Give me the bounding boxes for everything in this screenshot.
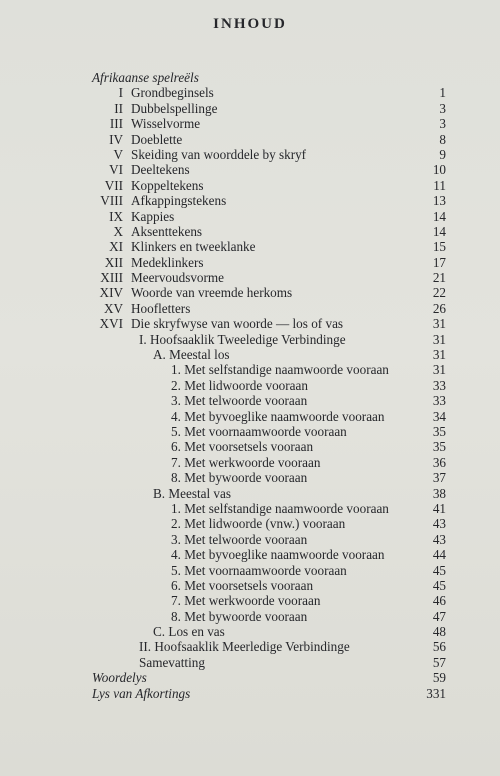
chapter-number: IV <box>109 131 123 147</box>
toc-entry <box>0 193 500 208</box>
toc-entry <box>0 224 500 239</box>
entry-title: Deeltekens <box>131 162 190 178</box>
toc-entry <box>0 316 500 331</box>
toc-entry <box>0 85 500 100</box>
page-number: 43 <box>432 531 446 547</box>
entry-title: 5. Met voornaamwoorde vooraan <box>171 423 347 439</box>
entry-title: II. Hoofsaaklik Meerledige Verbindinge <box>139 639 350 655</box>
page-number: 34 <box>432 408 446 424</box>
toc-entry <box>0 239 500 254</box>
page-number: 56 <box>432 639 446 655</box>
toc-entry <box>0 147 500 162</box>
page-number: 47 <box>432 608 446 624</box>
entry-title: A. Meestal los <box>153 347 230 363</box>
page-number: 43 <box>432 516 446 532</box>
entry-title: 3. Met telwoorde vooraan <box>171 393 308 409</box>
chapter-number: VI <box>109 162 123 178</box>
chapter-number: VIII <box>100 193 123 209</box>
toc-entry <box>0 285 500 300</box>
toc-entry <box>0 301 500 316</box>
entry-title: B. Meestal vas <box>153 485 232 501</box>
entry-title: 2. Met lidwoorde vooraan <box>171 377 308 393</box>
page-number: 31 <box>432 331 446 347</box>
toc-entry <box>0 624 500 639</box>
toc-entry <box>0 547 500 562</box>
entry-title: Samevatting <box>139 654 205 670</box>
page-title: INHOUD <box>213 16 287 32</box>
page-number: 35 <box>432 423 446 439</box>
table-of-contents <box>0 70 500 701</box>
entry-title: Woorde van vreemde herkoms <box>131 285 293 301</box>
entry-title: Grondbeginsels <box>131 85 214 101</box>
entry-title: Hoofletters <box>131 300 191 316</box>
chapter-number: XII <box>104 254 123 270</box>
toc-entry <box>0 486 500 501</box>
toc-entry <box>0 593 500 608</box>
page-number: 48 <box>432 624 446 640</box>
page-number: 11 <box>433 177 446 193</box>
toc-entry <box>0 347 500 362</box>
page-number: 13 <box>432 193 446 209</box>
toc-entry <box>0 686 500 701</box>
page-number: 57 <box>432 654 446 670</box>
chapter-number: XIV <box>99 285 123 301</box>
entry-title: Skeiding van woorddele by skryf <box>131 146 307 162</box>
toc-entry <box>0 70 500 85</box>
toc-entry <box>0 209 500 224</box>
page-number: 22 <box>432 285 446 301</box>
page-number: 1 <box>439 85 446 101</box>
page-number: 331 <box>426 685 446 701</box>
chapter-number: II <box>114 100 123 116</box>
entry-title: 8. Met bywoorde vooraan <box>171 470 308 486</box>
toc-entry <box>0 362 500 377</box>
chapter-number: VII <box>104 177 123 193</box>
toc-entry <box>0 332 500 347</box>
page-number: 37 <box>432 470 446 486</box>
page-number: 31 <box>432 316 446 332</box>
entry-title: Medeklinkers <box>131 254 204 270</box>
page-number: 3 <box>439 116 446 132</box>
entry-title: 8. Met bywoorde vooraan <box>171 608 308 624</box>
toc-entry <box>0 655 500 670</box>
page-number: 35 <box>432 439 446 455</box>
entry-title: Lys van Afkortings <box>92 685 191 701</box>
toc-entry <box>0 455 500 470</box>
toc-entry <box>0 501 500 516</box>
toc-entry <box>0 516 500 531</box>
entry-title: Wisselvorme <box>131 116 201 132</box>
page-number: 45 <box>432 577 446 593</box>
chapter-number: V <box>113 146 123 162</box>
toc-entry <box>0 101 500 116</box>
chapter-number: IX <box>109 208 123 224</box>
entry-title: 7. Met werkwoorde vooraan <box>171 593 321 609</box>
toc-entry <box>0 578 500 593</box>
page-number: 38 <box>432 485 446 501</box>
toc-entry <box>0 409 500 424</box>
toc-entry <box>0 609 500 624</box>
entry-title: Koppeltekens <box>131 177 204 193</box>
entry-title: Kappies <box>131 208 175 224</box>
toc-entry <box>0 439 500 454</box>
page-number: 41 <box>432 500 446 516</box>
entry-title: Woordelys <box>92 670 147 686</box>
entry-title: 1. Met selfstandige naamwoorde vooraan <box>171 362 389 378</box>
chapter-number: III <box>109 116 123 132</box>
entry-title: C. Los en vas <box>153 624 225 640</box>
toc-entry <box>0 378 500 393</box>
toc-entry <box>0 178 500 193</box>
page-number: 33 <box>432 393 446 409</box>
page-number: 8 <box>439 131 446 147</box>
page-number: 33 <box>432 377 446 393</box>
chapter-number: I <box>118 85 123 101</box>
page-number: 26 <box>432 300 446 316</box>
toc-entry <box>0 162 500 177</box>
page-number: 15 <box>432 239 446 255</box>
entry-title: 2. Met lidwoorde (vnw.) vooraan <box>171 516 346 532</box>
entry-title: Die skryfwyse van woorde — los of vas <box>131 316 344 332</box>
entry-title: Aksenttekens <box>131 223 203 239</box>
entry-title: 7. Met werkwoorde vooraan <box>171 454 321 470</box>
page-number: 31 <box>432 362 446 378</box>
entry-title: 3. Met telwoorde vooraan <box>171 531 308 547</box>
toc-entry <box>0 639 500 654</box>
page-number: 44 <box>432 547 446 563</box>
toc-entry <box>0 670 500 685</box>
entry-title: Klinkers en tweeklanke <box>131 239 256 255</box>
toc-entry <box>0 393 500 408</box>
page-number: 46 <box>432 593 446 609</box>
toc-entry <box>0 470 500 485</box>
toc-entry <box>0 270 500 285</box>
page-number: 10 <box>432 162 446 178</box>
toc-entry <box>0 116 500 131</box>
page-number: 14 <box>432 223 446 239</box>
toc-entry <box>0 132 500 147</box>
entry-title: 1. Met selfstandige naamwoorde vooraan <box>171 500 389 516</box>
chapter-number: XI <box>109 239 123 255</box>
entry-title: Dubbelspellinge <box>131 100 218 116</box>
page-number: 21 <box>432 270 446 286</box>
entry-title: Meervoudsvorme <box>131 270 225 286</box>
entry-title: 6. Met voorsetsels vooraan <box>171 439 314 455</box>
entry-title: Afrikaanse spelreëls <box>92 70 199 85</box>
page-number: 36 <box>432 454 446 470</box>
entry-title: Afkappingstekens <box>131 193 227 209</box>
page-number: 59 <box>432 670 446 686</box>
page-number: 45 <box>432 562 446 578</box>
page-number: 14 <box>432 208 446 224</box>
page-number: 17 <box>432 254 446 270</box>
entry-title: 5. Met voornaamwoorde vooraan <box>171 562 347 578</box>
toc-entry <box>0 563 500 578</box>
entry-title: 4. Met byvoeglike naamwoorde vooraan <box>171 547 385 563</box>
chapter-number: XIII <box>100 270 123 286</box>
toc-entry <box>0 532 500 547</box>
entry-title: Doeblette <box>131 131 183 147</box>
entry-title: 6. Met voorsetsels vooraan <box>171 577 314 593</box>
toc-entry <box>0 255 500 270</box>
page-number: 3 <box>439 100 446 116</box>
entry-title: 4. Met byvoeglike naamwoorde vooraan <box>171 408 385 424</box>
chapter-number: XVI <box>99 316 123 332</box>
toc-entry <box>0 424 500 439</box>
page-number: 9 <box>439 146 446 162</box>
entry-title: I. Hoofsaaklik Tweeledige Verbindinge <box>139 331 346 347</box>
page-number: 31 <box>432 347 446 363</box>
chapter-number: XV <box>103 300 123 316</box>
chapter-number: X <box>113 223 123 239</box>
